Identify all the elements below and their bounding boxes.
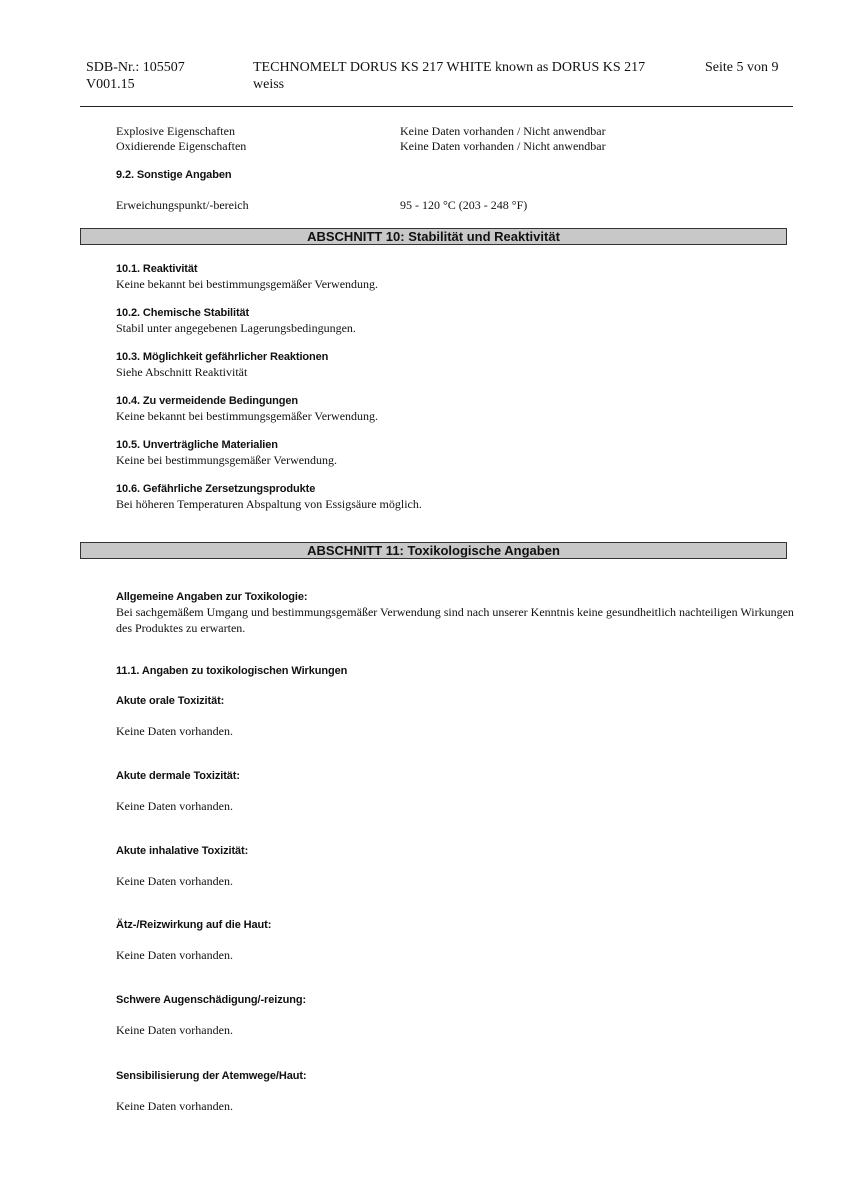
toxicity-text: Keine Daten vorhanden. <box>116 724 233 738</box>
subsection-title: 10.4. Zu vermeidende Bedingungen <box>116 395 299 407</box>
doc-version: V001.15 <box>86 77 135 92</box>
toxicity-text: Keine Daten vorhanden. <box>116 1099 233 1113</box>
toxicity-title: Schwere Augenschädigung/-reizung: <box>116 994 307 1006</box>
section-11-heading: ABSCHNITT 11: Toxikologische Angaben <box>80 542 787 559</box>
product-name-cont: weiss <box>253 77 285 92</box>
toxicity-text: Keine Daten vorhanden. <box>116 1023 233 1037</box>
property-label: Oxidierende Eigenschaften <box>116 139 247 153</box>
doc-number: SDB-Nr.: 105507 <box>86 60 185 75</box>
toxicity-title: Ätz-/Reizwirkung auf die Haut: <box>116 919 272 931</box>
subsection-text: Siehe Abschnitt Reaktivität <box>116 365 248 379</box>
subsection-text: Stabil unter angegebenen Lagerungsbedingungen. <box>116 321 356 335</box>
general-toxicology-title: Allgemeine Angaben zur Toxikologie: <box>116 591 308 603</box>
property-label: Explosive Eigenschaften <box>116 124 235 138</box>
toxicity-title: Akute inhalative Toxizität: <box>116 845 249 857</box>
subsection-title: 10.2. Chemische Stabilität <box>116 307 250 319</box>
toxicity-text: Keine Daten vorhanden. <box>116 948 233 962</box>
toxicity-title: Sensibilisierung der Atemwege/Haut: <box>116 1070 307 1082</box>
property-value: Keine Daten vorhanden / Nicht anwendbar <box>400 124 606 138</box>
subsection-title: 10.5. Unverträgliche Materialien <box>116 439 278 451</box>
subsection-title: 10.6. Gefährliche Zersetzungsprodukte <box>116 483 316 495</box>
toxicity-title: Akute orale Toxizität: <box>116 695 225 707</box>
toxicity-title: Akute dermale Toxizität: <box>116 770 240 782</box>
property-value: 95 - 120 °C (203 - 248 °F) <box>400 198 528 212</box>
product-name: TECHNOMELT DORUS KS 217 WHITE known as DORUS KS 217 <box>253 60 646 75</box>
property-label: Erweichungspunkt/-bereich <box>116 198 249 212</box>
subsection-text: Keine bei bestimmungsgemäßer Verwendung. <box>116 453 338 467</box>
toxicity-text: Keine Daten vorhanden. <box>116 874 233 888</box>
general-toxicology-text: Bei sachgemäßem Umgang und bestimmungsgemäßer Verwendung sind nach unserer Kenntnis keine gesundheitlich nachteiligen Wirkungen des Produktes zu erwarten. <box>116 605 794 635</box>
subsection-title: 10.3. Möglichkeit gefährlicher Reaktionen <box>116 351 329 363</box>
section-9-2-title: 9.2. Sonstige Angaben <box>116 169 232 181</box>
subsection-title: 10.1. Reaktivität <box>116 263 198 275</box>
property-value: Keine Daten vorhanden / Nicht anwendbar <box>400 139 606 153</box>
effects-title: 11.1. Angaben zu toxikologischen Wirkungen <box>116 665 348 677</box>
section-10-heading: ABSCHNITT 10: Stabilität und Reaktivität <box>80 228 787 245</box>
page-number: Seite 5 von 9 <box>705 60 779 75</box>
subsection-text: Keine bekannt bei bestimmungsgemäßer Verwendung. <box>116 409 379 423</box>
toxicity-text: Keine Daten vorhanden. <box>116 799 233 813</box>
subsection-text: Bei höheren Temperaturen Abspaltung von Essigsäure möglich. <box>116 497 422 511</box>
header-divider <box>80 106 793 107</box>
subsection-text: Keine bekannt bei bestimmungsgemäßer Verwendung. <box>116 277 379 291</box>
